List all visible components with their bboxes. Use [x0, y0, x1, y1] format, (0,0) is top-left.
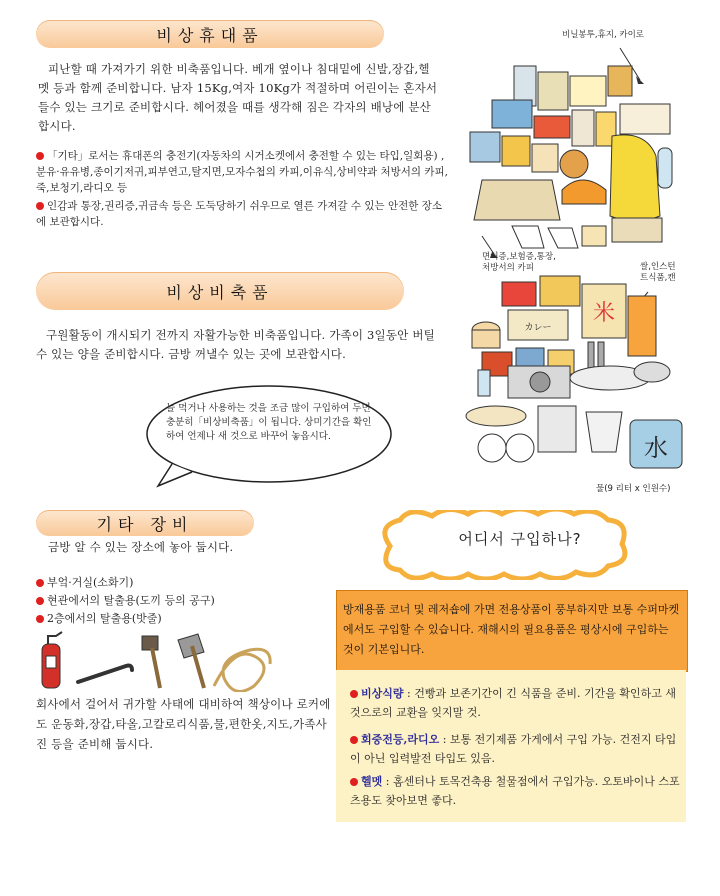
buy-item-2-key: 회중전등,라디오 — [361, 733, 440, 746]
caption-ids: 면허증,보험증,통장, 처방서의 카피 — [482, 252, 556, 273]
stockpile-body: 구원활동이 개시되기 전까지 자활가능한 비축품입니다. 가족이 3일동안 버틸 수 있는 양을 준비합시다. 금방 꺼낼수 있는 곳에 보관합시다. — [36, 328, 435, 361]
bullet-dot — [36, 615, 44, 623]
stockpile-illustration — [462, 270, 692, 482]
water-jug-label: 水 — [644, 434, 668, 462]
buy-intro-text: 방재용품 코너 및 레저숍에 가면 전용상품이 풍부하지만 보통 수퍼마켓에서도 구입할 수 있습니다. 재해시의 필요용품은 평상시에 구입하는 것이 기본입니다. — [343, 603, 680, 656]
axe-icon — [178, 634, 204, 688]
buy-intro-box — [336, 590, 688, 672]
bullet-dot — [36, 579, 44, 587]
buy-item-2-text: : 보통 전기제품 가게에서 구입 가능. 건전지 타입이 아닌 입력발전 타입도 있음. — [350, 733, 677, 765]
buy-item-1 — [350, 684, 680, 722]
bullet-dot — [350, 736, 358, 744]
note-bubble-text: 늘 먹거나 사용하는 것을 조금 많이 구입하여 두면 충분히「비상비축품」이 됩니다. 상미기간을 확인하여 언제나 새 것으로 바꾸어 놓읍시다. — [166, 403, 372, 442]
buy-item-3-text: : 홈센터나 토목건축용 철물점에서 구입가능. 오토바이나 스포츠용도 찾아보면 좋다. — [350, 775, 680, 807]
tools-illustration — [34, 626, 294, 692]
portable-bullet-1-text: 「기타」로서는 휴대폰의 충전기(자동차의 시거소켓에서 충전할 수 있는 타입,일회용) ,분유·유유병,종이기저귀,피부연고,탈지면,모자수첩의 카피,이유식,상비약과 처방서의 카피,죽,보청기,라디오 등 — [36, 150, 449, 194]
crowbar-icon — [78, 666, 132, 683]
portable-bullet-2 — [36, 198, 448, 230]
portable-bullet-1 — [36, 148, 448, 196]
other-item-1 — [36, 574, 336, 592]
buy-item-1-text: : 건빵과 보존기간이 긴 식품을 준비. 기간을 확인하고 새것으로의 교환을 잊지말 것. — [350, 687, 676, 719]
other-item-2 — [36, 592, 336, 610]
section-title-portable-text: 비상휴대품 — [156, 25, 264, 45]
portable-body: 피난할 때 가져가기 위한 비축품입니다. 베개 옆이나 침대밑에 신발,장갑,헬멧 등과 함께 준비합니다. 남자 15Kg,여자 10Kg가 적절하며 어린이는 혼자서 들수 있는 크기로 준비합시다. 헤어졌을 때를 생각해 짐은 각자의 배낭에 분산합시다. — [38, 62, 438, 133]
buy-list-box — [336, 670, 686, 822]
buy-item-1-key: 비상식량 — [361, 687, 404, 700]
other-item-3-text: 2층에서의 탈출용(밧줄) — [47, 612, 162, 625]
hammer-icon — [142, 636, 160, 688]
buy-item-3-key: 헬멧 — [361, 775, 383, 788]
fire-extinguisher-icon — [42, 632, 62, 688]
other-subtitle: 금방 알 수 있는 장소에 놓아 둡시다. — [48, 540, 234, 554]
bullet-dot — [36, 202, 44, 210]
bullet-dot — [350, 778, 358, 786]
section-title-stockpile-text: 비상비축품 — [166, 282, 274, 302]
buy-item-2 — [350, 730, 680, 768]
section-title-other-text: 기타 장비 — [96, 514, 194, 534]
food-box-label: 米 — [592, 301, 616, 326]
portable-bullet-2-text: 인감과 통장,권리증,귀금속 등은 도둑당하기 쉬우므로 열른 가져갈 수 있는 안전한 장소에 보관합시다. — [36, 200, 443, 228]
section-title-portable — [36, 20, 384, 48]
section-title-stockpile — [36, 272, 404, 310]
bullet-dot — [350, 690, 358, 698]
caption-water: 물(9 리터 x 인원수) — [596, 484, 671, 494]
rope-icon — [214, 649, 270, 691]
bullet-dot — [36, 152, 44, 160]
other-item-2-text: 현관에서의 탈출용(도끼 등의 공구) — [47, 594, 215, 607]
food-can-label: カレー — [524, 323, 552, 333]
other-item-1-text: 부엌·거실(소화기) — [47, 576, 134, 589]
bullet-dot — [36, 597, 44, 605]
buy-item-3 — [350, 772, 680, 810]
caption-food: 쌀,인스턴 트식품,캔 — [640, 262, 676, 283]
buy-title: 어디서 구입하나? — [458, 530, 582, 548]
emergency-kit-illustration — [462, 40, 702, 260]
other-body: 회사에서 걸어서 귀가할 사태에 대비하여 책상이나 로커에도 운동화,장갑,타올,고칼로리식품,물,편한옷,지도,가족사진 등을 준비해 둡시다. — [36, 697, 331, 751]
section-title-other — [36, 510, 254, 536]
caption-top: 비닐봉투,휴지, 카이로 — [562, 30, 645, 40]
